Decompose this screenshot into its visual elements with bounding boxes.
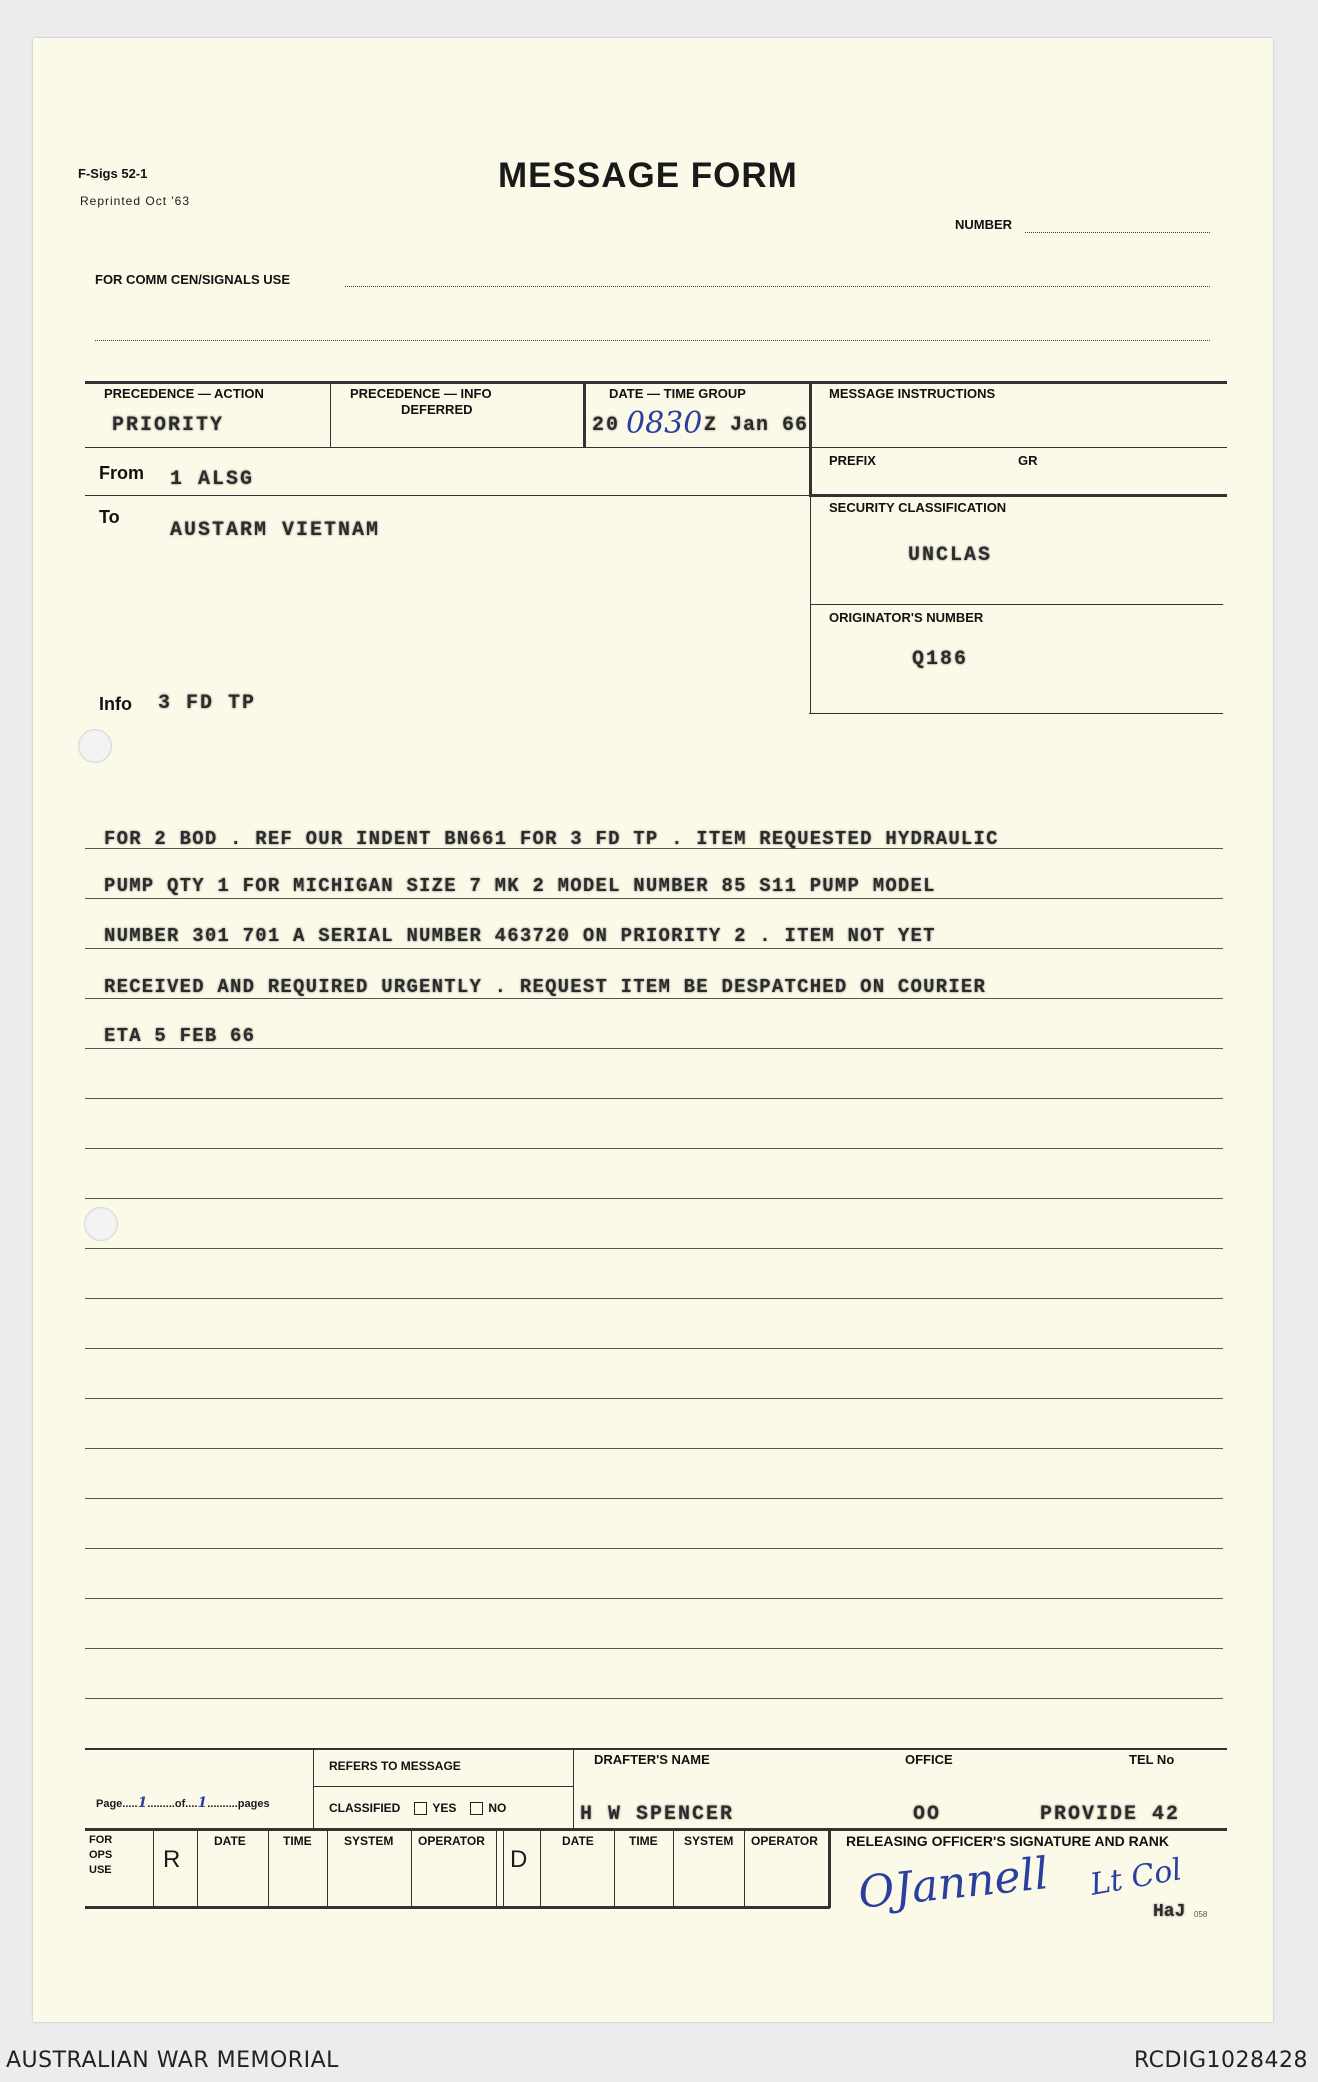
divider [85, 1906, 830, 1909]
page-count: Page.....1.........of....1..........pages [96, 1795, 270, 1811]
divider [330, 381, 331, 447]
divider [313, 1748, 314, 1828]
ruled-line [85, 1498, 1223, 1499]
divider [809, 381, 812, 495]
time-label: TIME [629, 1834, 658, 1848]
originators-number-value: Q186 [912, 648, 969, 671]
yes-checkbox[interactable] [414, 1802, 427, 1815]
ruled-line [85, 948, 1223, 949]
ruled-line [85, 1298, 1223, 1299]
ruled-line [85, 1698, 1223, 1699]
drafters-name-label: DRAFTER'S NAME [594, 1752, 710, 1767]
office-label: OFFICE [905, 1752, 953, 1767]
divider [810, 496, 811, 714]
time-label: TIME [283, 1834, 312, 1848]
no-label: NO [488, 1801, 507, 1815]
archive-id: RCDIG1028428 [1133, 2048, 1308, 2073]
precedence-action-value: PRIORITY [112, 414, 225, 437]
form-number: 058 [1194, 1910, 1208, 1919]
comm-cen-label: FOR COMM CEN/SIGNALS USE [95, 272, 291, 287]
reprint-note: Reprinted Oct '63 [80, 194, 191, 208]
from-label: From [99, 463, 144, 483]
signature-rank: Lt Col [1087, 1852, 1185, 1903]
page-number: 1 [137, 1795, 148, 1811]
divider [583, 381, 586, 447]
ruled-line [85, 1348, 1223, 1349]
divider [327, 1828, 328, 1906]
divider [573, 1748, 574, 1828]
r-label: R [163, 1846, 181, 1873]
message-line: PUMP QTY 1 FOR MICHIGAN SIZE 7 MK 2 MODEL NUMBER 85 S11 PUMP MODEL [104, 875, 936, 897]
releasing-officer-label: RELEASING OFFICER'S SIGNATURE AND RANK [846, 1833, 1170, 1849]
operator-label: OPERATOR [418, 1834, 485, 1848]
ruled-line [85, 1448, 1223, 1449]
divider [85, 495, 811, 496]
initials: HaJ [1153, 1902, 1186, 1922]
deferred-label: DEFERRED [401, 402, 473, 417]
divider [268, 1828, 269, 1906]
divider [411, 1828, 412, 1906]
security-classification-label: SECURITY CLASSIFICATION [829, 500, 1007, 515]
dtg-zone-month-year: Z Jan 66 [704, 414, 809, 437]
number-label: NUMBER [955, 217, 1013, 232]
info-label: Info [99, 694, 132, 714]
classified-row [329, 1801, 506, 1815]
dtg-label: DATE — TIME GROUP [609, 386, 746, 401]
ruled-line [85, 1248, 1223, 1249]
divider [673, 1828, 674, 1906]
security-classification-value: UNCLAS [908, 544, 993, 567]
ruled-line [85, 998, 1223, 999]
divider [85, 447, 811, 448]
tel-no-value: PROVIDE 42 [1040, 1803, 1181, 1826]
ruled-line [85, 1398, 1223, 1399]
operator-label: OPERATOR [751, 1834, 818, 1848]
ruled-line [85, 1198, 1223, 1199]
message-line: ETA 5 FEB 66 [104, 1025, 256, 1047]
to-label: To [99, 507, 120, 527]
to-value: AUSTARM VIETNAM [170, 519, 381, 542]
precedence-info-label: PRECEDENCE — INFO [350, 386, 492, 401]
yes-label: YES [432, 1801, 457, 1815]
divider [811, 604, 1223, 605]
ruled-line [85, 1148, 1223, 1149]
ruled-line [85, 1648, 1223, 1649]
divider [614, 1828, 615, 1906]
comm-cen-field [345, 286, 1210, 287]
page-label: Page [96, 1798, 123, 1810]
of-label: of [174, 1798, 186, 1810]
divider [197, 1828, 198, 1906]
divider [811, 447, 1227, 448]
signature: OJannell [855, 1848, 1051, 1919]
page-title: MESSAGE FORM [498, 156, 798, 195]
no-checkbox[interactable] [470, 1802, 483, 1815]
of-number: 1 [197, 1795, 208, 1811]
message-line: NUMBER 301 701 A SERIAL NUMBER 463720 ON PRIORITY 2 . ITEM NOT YET [104, 925, 936, 947]
punch-hole [84, 1207, 118, 1241]
drafters-name-value: H W SPENCER [580, 1803, 735, 1826]
precedence-action-label: PRECEDENCE — ACTION [104, 386, 264, 401]
divider [828, 1828, 831, 1908]
for-ops-use-label: FOR OPS USE [89, 1834, 113, 1876]
divider [313, 1786, 573, 1787]
dtg-day: 20 [592, 414, 621, 437]
office-value: OO [913, 1803, 942, 1826]
classified-label: CLASSIFIED [329, 1801, 401, 1815]
system-label: SYSTEM [344, 1834, 394, 1848]
divider [540, 1828, 541, 1906]
divider [809, 494, 1227, 497]
table-top-border [85, 381, 1227, 384]
date-label: DATE [562, 1834, 594, 1848]
gr-label: GR [1018, 453, 1038, 468]
tel-no-label: TEL No [1129, 1752, 1175, 1767]
system-label: SYSTEM [684, 1834, 734, 1848]
d-label: D [510, 1846, 528, 1873]
prefix-label: PREFIX [829, 453, 876, 468]
originators-number-label: ORIGINATOR'S NUMBER [829, 610, 984, 625]
ruled-line [85, 1548, 1223, 1549]
message-instructions-label: MESSAGE INSTRUCTIONS [829, 386, 996, 401]
refers-to-message-label: REFERS TO MESSAGE [329, 1759, 461, 1773]
number-field [1025, 232, 1210, 233]
archive-label: AUSTRALIAN WAR MEMORIAL [6, 2048, 339, 2073]
divider [496, 1828, 497, 1906]
divider [85, 1828, 1227, 1831]
divider [85, 1748, 1227, 1750]
pages-label: pages [237, 1798, 270, 1810]
comm-cen-field-2 [95, 340, 1210, 341]
divider [809, 713, 1223, 714]
divider [503, 1828, 504, 1906]
message-line: FOR 2 BOD . REF OUR INDENT BN661 FOR 3 FD TP . ITEM REQUESTED HYDRAULIC [104, 828, 999, 850]
from-value: 1 ALSG [170, 468, 255, 491]
form-code: F-Sigs 52-1 [78, 166, 148, 181]
ruled-line [85, 1598, 1223, 1599]
ruled-line [85, 1098, 1223, 1099]
info-value: 3 FD TP [158, 692, 257, 715]
dtg-time-handwritten: 0830 [626, 406, 703, 441]
message-line: RECEIVED AND REQUIRED URGENTLY . REQUEST ITEM BE DESPATCHED ON COURIER [104, 976, 987, 998]
ruled-line [85, 898, 1223, 899]
ruled-line [85, 1048, 1223, 1049]
punch-hole [78, 729, 112, 763]
divider [153, 1828, 154, 1906]
date-label: DATE [214, 1834, 246, 1848]
divider [744, 1828, 745, 1906]
